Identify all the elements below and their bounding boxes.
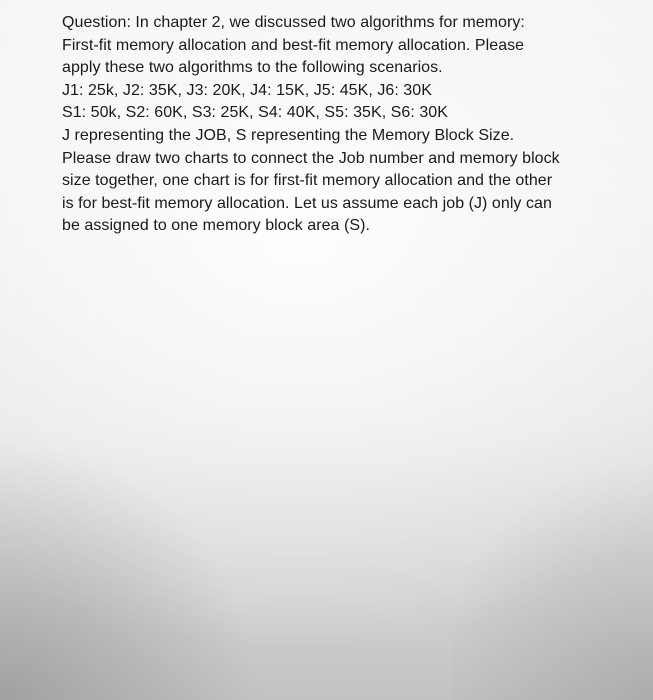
question-line-7: Please draw two charts to connect the Job number and memory block — [62, 149, 560, 167]
question-line-8: size together, one chart is for first-fit memory allocation and the other — [62, 172, 553, 190]
question-line-1: Question: In chapter 2, we discussed two algorithms for memory: — [62, 14, 525, 31]
jobs-list-line: J1: 25k, J2: 35K, J3: 20K, J4: 15K, J5: 45K, J6: 30K — [62, 81, 432, 99]
question-line-9: is for best-fit memory allocation. Let us assume each job (J) only can — [62, 194, 552, 212]
question-line-2: First-fit memory allocation and best-fit memory allocation. Please — [62, 36, 525, 54]
question-line-3: apply these two algorithms to the following scenarios. — [62, 59, 443, 77]
question-text-block — [62, 12, 622, 238]
question-line-6: J representing the JOB, S representing the Memory Block Size. — [62, 126, 515, 144]
question-line-10: be assigned to one memory block area (S). — [62, 217, 370, 235]
memory-blocks-list-line: S1: 50k, S2: 60K, S3: 25K, S4: 40K, S5: 35K, S6: 30K — [62, 104, 448, 122]
shadow-right — [453, 420, 653, 700]
shadow-left — [0, 380, 260, 700]
